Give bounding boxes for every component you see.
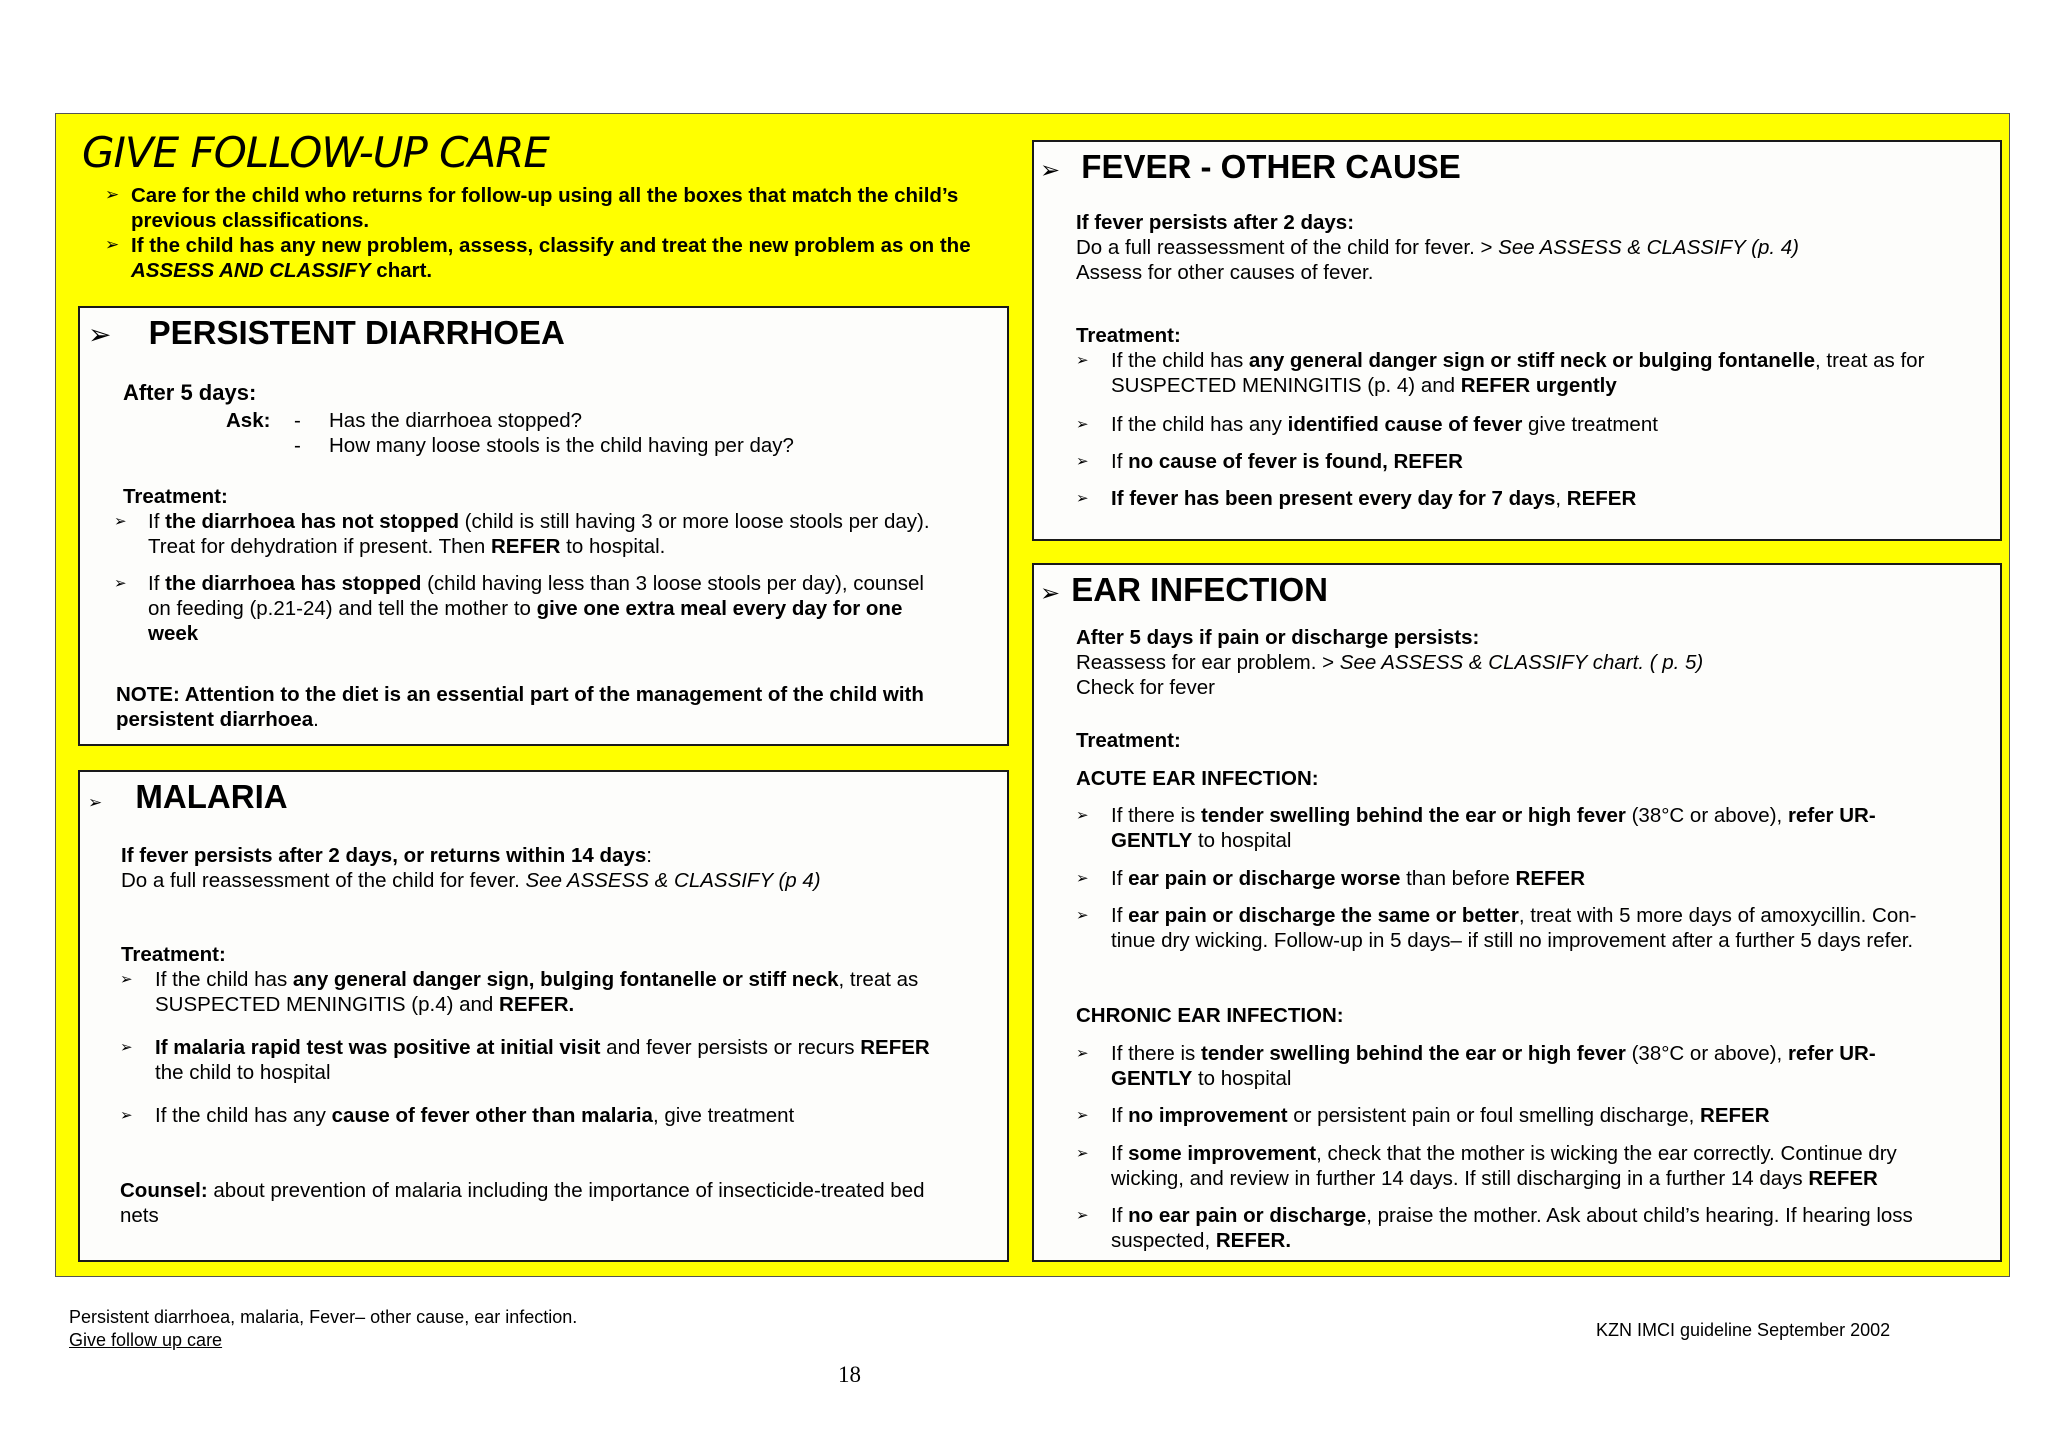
section-title-text: FEVER - OTHER CAUSE — [1081, 148, 1461, 185]
persistent-diarrhoea-title — [88, 314, 565, 352]
bullet-text: If the child has — [1111, 349, 1249, 372]
acute-label: ACUTE EAR INFECTION: — [1076, 767, 1319, 790]
bullet-bold: the diarrhoea has stopped — [165, 572, 422, 595]
counsel-bold: Counsel: — [120, 1179, 208, 1202]
bullet-text: If the child has any — [1111, 413, 1288, 436]
treatment-label: Treatment: — [1076, 729, 1181, 752]
arrow-icon: ➢ — [114, 574, 127, 592]
bullet-text: wicking, and review in further 14 days. If still discharging in a further 14 days — [1111, 1167, 1809, 1190]
arrow-icon: ➢ — [1076, 1144, 1089, 1162]
intro-text: If the child has any new problem, assess, classify and treat the new problem as on the — [131, 234, 971, 257]
bullet-text: to hospital — [1192, 829, 1292, 852]
footer-right: KZN IMCI guideline September 2002 — [1596, 1320, 1891, 1340]
bullet-text: , praise the mother. Ask about child’s hearing. If hearing loss — [1366, 1204, 1913, 1227]
bullet-text: If — [148, 510, 166, 533]
note — [116, 682, 924, 732]
bullet-text: suspected, — [1111, 1229, 1216, 1252]
ask-question: Has the diarrhoea stopped? — [329, 409, 583, 432]
bullet-bold: GENTLY — [1111, 1067, 1193, 1090]
condition-text: Do a full reassessment of the child for fever. > — [1076, 236, 1499, 259]
bullet-text: (38°C or above), — [1625, 804, 1788, 827]
reference-link: See ASSESS & CLASSIFY (p. 4) — [1498, 236, 1799, 259]
arrow-icon: ➢ — [1040, 579, 1061, 607]
treatment-label: Treatment: — [123, 485, 228, 508]
persistent-diarrhoea-box — [78, 306, 1009, 746]
note-bold: persistent diarrhoea — [116, 708, 314, 731]
bullet-bold: REFER — [860, 1036, 930, 1059]
bullet-text: , give treatment — [652, 1104, 795, 1127]
arrow-icon: ➢ — [88, 793, 103, 813]
bullet-text: give treatment — [1522, 413, 1658, 436]
bullet-bold: REFER urgently — [1460, 374, 1617, 397]
bullet-bold: REFER — [1515, 867, 1585, 890]
bullet-bold: REFER. — [1215, 1229, 1292, 1252]
intro-list — [105, 183, 1005, 283]
condition — [1076, 625, 1703, 700]
bullet-text: , check that the mother is wicking the ear correctly. Continue dry — [1316, 1142, 1897, 1165]
condition-bold: After 5 days if pain or discharge persists: — [1076, 626, 1480, 649]
counsel-text: about prevention of malaria including the importance of insecticide-treated bed — [207, 1179, 925, 1202]
bullet-bold: REFER — [1566, 487, 1637, 510]
bullet-bold: ear pain or discharge worse — [1128, 867, 1401, 890]
arrow-icon: ➢ — [1076, 869, 1089, 887]
bullet-text: If the child has — [155, 968, 293, 991]
arrow-icon: ➢ — [1076, 489, 1089, 507]
bullet-bold: any general danger sign, bulging fontanelle or stiff neck — [292, 968, 839, 991]
intro-text: Care for the child who returns for follow-up using all the boxes that match the child’s previous classifications. — [131, 184, 959, 232]
bullet-bold: If fever has been present every day for 7 days — [1111, 487, 1556, 510]
bullet-bold: REFER — [1700, 1104, 1770, 1127]
arrow-icon: ➢ — [1076, 415, 1089, 433]
arrow-icon: ➢ — [114, 512, 127, 530]
bullet-text: Treat for dehydration if present. Then — [148, 535, 491, 558]
arrow-icon: ➢ — [1076, 1106, 1089, 1124]
section-title-text: MALARIA — [135, 778, 288, 815]
bullet-bold: some improvement — [1128, 1142, 1317, 1165]
bullet-text: or persistent pain or foul smelling discharge, — [1287, 1104, 1701, 1127]
arrow-icon: ➢ — [1076, 1206, 1089, 1224]
condition — [1076, 210, 1799, 285]
condition-bold: If fever persists after 2 days, or returns within 14 days — [121, 844, 647, 867]
treatment-label: Treatment: — [1076, 324, 1181, 347]
bullet-bold: no ear pain or discharge — [1128, 1204, 1367, 1227]
bullet-text: (38°C or above), — [1625, 1042, 1788, 1065]
ask-label: Ask: — [226, 409, 271, 432]
bullet-bold: REFER. — [499, 993, 575, 1016]
bullet-bold: ear pain or discharge the same or better — [1128, 904, 1519, 927]
treatment-label: Treatment: — [121, 943, 226, 966]
counsel — [120, 1178, 925, 1228]
intro-emphasis: ASSESS AND CLASSIFY — [131, 259, 371, 282]
bullet-bold: no cause of fever is found, REFER — [1128, 450, 1463, 473]
condition-text: Assess for other causes of fever. — [1076, 261, 1374, 284]
bullet-text: , treat with 5 more days of amoxycillin. Con- — [1518, 904, 1917, 927]
arrow-icon: ➢ — [1076, 351, 1089, 369]
bullet-text: to hospital — [1192, 1067, 1292, 1090]
bullet-bold: REFER — [491, 535, 561, 558]
bullet-text: If — [1111, 1204, 1129, 1227]
intro-text: chart. — [370, 259, 433, 282]
bullet-text: tinue dry wicking. Follow-up in 5 days– if still no improvement after a further 5 days refer. — [1111, 929, 1914, 952]
bullet-bold: identified cause of fever — [1287, 413, 1523, 436]
bullet-text: , — [1555, 487, 1567, 510]
bullet-text: If — [1111, 1142, 1129, 1165]
malaria-title — [88, 778, 288, 816]
bullet-text: (child is still having 3 or more loose stools per day). — [458, 510, 930, 533]
condition-bold: If fever persists after 2 days: — [1076, 211, 1355, 234]
bullet-bold: no improvement — [1128, 1104, 1288, 1127]
bullet-text: and fever persists or recurs — [600, 1036, 861, 1059]
arrow-icon: ➢ — [105, 185, 120, 205]
intro-item — [105, 183, 1005, 233]
reference-link: See ASSESS & CLASSIFY chart. ( p. 5) — [1339, 651, 1704, 674]
bullet-bold: tender swelling behind the ear or high fever — [1201, 804, 1626, 827]
arrow-icon: ➢ — [1076, 1044, 1089, 1062]
condition-text: Reassess for ear problem. > — [1076, 651, 1340, 674]
chronic-label: CHRONIC EAR INFECTION: — [1076, 1004, 1344, 1027]
arrow-icon: ➢ — [1076, 806, 1089, 824]
malaria-box — [78, 770, 1009, 1262]
arrow-icon: ➢ — [120, 1106, 133, 1124]
ear-infection-box — [1032, 563, 2002, 1262]
section-title-text: EAR INFECTION — [1071, 571, 1328, 608]
bullet-bold: cause of fever other than malaria — [331, 1104, 653, 1127]
note-bold: NOTE: Attention to the diet is an essential part of the management of the child with — [116, 683, 924, 706]
bullet-text: If the child has any — [155, 1104, 332, 1127]
bullet-text: , treat as — [838, 968, 919, 991]
bullet-bold: refer UR- — [1787, 804, 1876, 827]
arrow-icon: ➢ — [1076, 906, 1089, 924]
arrow-icon: ➢ — [1076, 452, 1089, 470]
bullet-bold: GENTLY — [1111, 829, 1193, 852]
note-text: . — [313, 708, 319, 731]
fever-other-cause-title — [1040, 148, 1461, 186]
ear-infection-title — [1040, 571, 1328, 609]
bullet-text: (child having less than 3 loose stools per day), counsel — [421, 572, 924, 595]
bullet-bold: REFER — [1808, 1167, 1878, 1190]
ask-dash: - — [294, 409, 301, 432]
footer-link[interactable]: Give follow up care — [69, 1330, 223, 1350]
footer-description: Persistent diarrhoea, malaria, Fever– other cause, ear infection. — [69, 1307, 578, 1327]
condition-text: Check for fever — [1076, 676, 1215, 699]
bullet-bold: the diarrhoea has not stopped — [165, 510, 459, 533]
condition — [121, 843, 821, 893]
arrow-icon: ➢ — [120, 970, 133, 988]
after-label: After 5 days: — [123, 380, 257, 405]
fever-other-cause-box — [1032, 140, 2002, 541]
condition-text: : — [646, 844, 652, 867]
bullet-text: SUSPECTED MENINGITIS (p.4) and — [155, 993, 500, 1016]
bullet-text: If there is — [1111, 804, 1202, 827]
counsel-text: nets — [120, 1204, 159, 1227]
bullet-text: on feeding (p.21-24) and tell the mother to — [148, 597, 537, 620]
bullet-bold: give one extra meal every day for one — [536, 597, 903, 620]
bullet-text: , treat as for — [1815, 349, 1925, 372]
arrow-icon: ➢ — [105, 235, 120, 255]
bullet-bold: If malaria rapid test was positive at initial visit — [155, 1036, 601, 1059]
condition-text: Do a full reassessment of the child for fever. — [121, 869, 526, 892]
bullet-text: If — [1111, 1104, 1129, 1127]
ask-question: How many loose stools is the child having per day? — [329, 434, 794, 457]
footer-left — [69, 1306, 577, 1352]
bullet-text: If — [1111, 450, 1129, 473]
bullet-bold: tender swelling behind the ear or high fever — [1201, 1042, 1626, 1065]
page-title: GIVE FOLLOW-UP CARE — [82, 128, 549, 177]
bullet-bold: refer UR- — [1787, 1042, 1876, 1065]
bullet-text: If — [1111, 867, 1129, 890]
ask-dash: - — [294, 434, 301, 457]
arrow-icon: ➢ — [120, 1038, 133, 1056]
bullet-text: to hospital. — [560, 535, 666, 558]
bullet-text: If — [148, 572, 166, 595]
bullet-text: If there is — [1111, 1042, 1202, 1065]
section-title-text: PERSISTENT DIARRHOEA — [148, 314, 565, 351]
bullet-text: If — [1111, 904, 1129, 927]
page-number: 18 — [838, 1362, 861, 1387]
intro-item — [105, 233, 1005, 283]
arrow-icon: ➢ — [88, 318, 112, 351]
bullet-text: the child to hospital — [155, 1061, 331, 1084]
bullet-bold: any general danger sign or stiff neck or bulging fontanelle — [1248, 349, 1816, 372]
reference-link: See ASSESS & CLASSIFY (p 4) — [525, 869, 821, 892]
arrow-icon: ➢ — [1040, 156, 1061, 184]
bullet-text: SUSPECTED MENINGITIS (p. 4) and — [1111, 374, 1461, 397]
bullet-text: than before — [1400, 867, 1516, 890]
bullet-bold: week — [148, 622, 199, 645]
